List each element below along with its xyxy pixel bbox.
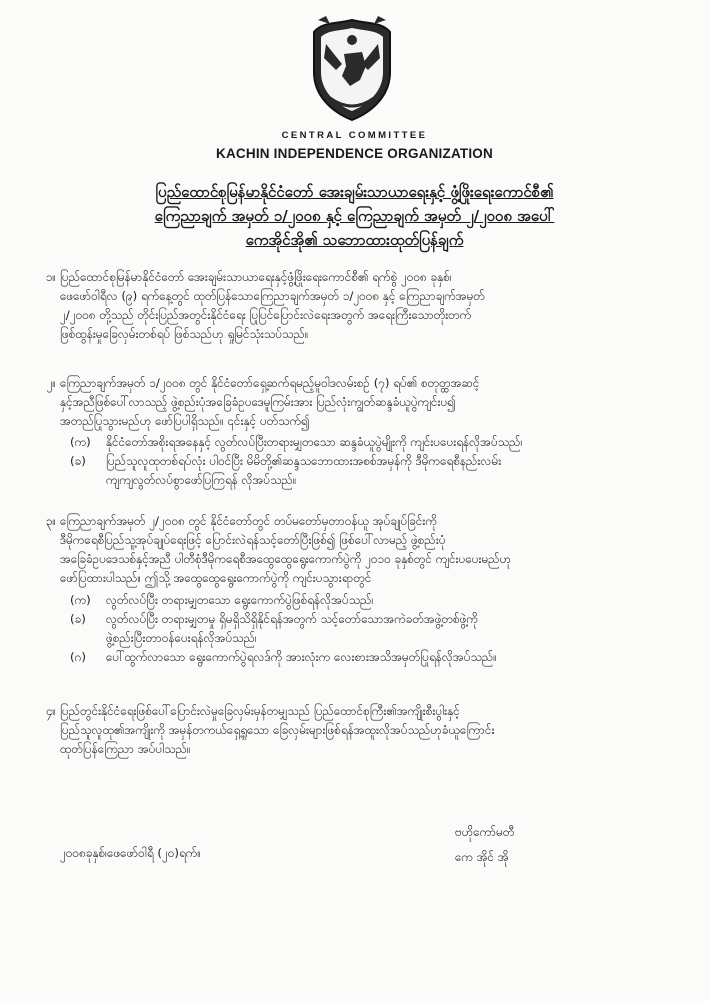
item-label: (က) [70,593,91,607]
paragraph-line: ဖော်ပြထားပါသည်။ ဤသို့ အထွေထွေရွေးကောက်ပွဲကို ကျင်းပသွားရာတွင် [60,571,372,585]
list-item [70,433,662,452]
paragraph-line: ထုတ်ပြန်ကြေညာ အပ်ပါသည်။ [60,742,191,756]
paragraph-1 [45,268,660,344]
document-date: ၂၀၀၈ခုနှစ်၊ဖေဖော်ဝါရီ (၂၀)ရက်။ [60,846,201,860]
item-text: လွတ်လပ်ပြီး တရားမျှတသော ရွေးကောက်ပွဲဖြစ်ရန်လိုအပ်သည်၊ [106,593,374,607]
paragraph-line: ၂/၂၀၀၈ တို့သည် တိုင်းပြည်အတွင်းနိုင်ငံရေး ပြုပြင်ပြောင်းလဲရေးအတွက် အရေးကြီးသောတိုးတက် [60,308,472,322]
list-item [70,452,662,471]
paragraph-line: ဖေဖော်ဝါရီလ (၉) ရက်နေ့တွင် ထုတ်ပြန်သောကြေညာချက်အမှတ် ၁/၂၀၀၈ နှင့် ကြေညာချက်အမှတ် [60,289,485,303]
list-item [70,610,662,629]
paragraph-line: အတည်ပြုသွားမည်ဟု ဖော်ပြပါရှိသည်။ ၎င်းနှင့် ပတ်သက်၍ [60,414,310,428]
paragraph-number: ၂။ [46,376,56,390]
paragraph-line: အခြေခံဥပဒေသစ်နှင့်အညီ ပါတီစုံဒီမိုကရေစီအထွေထွေရွေးကောက်ပွဲကို ၂၀၁၀ ခုနှစ်တွင် ကျင်းပပေးမည်ဟု [60,552,512,566]
item-label: (ခ) [70,612,86,626]
org-line-kio: KACHIN INDEPENDENCE ORGANIZATION [216,146,493,161]
title-line-1: ပြည်ထောင်စုမြန်မာနိုင်ငံတော် အေးချမ်းသာယာရေးနှင့် ဖွံ့ဖြိုးရေးကောင်စီ၏ [155,183,554,201]
paragraph-4 [45,702,660,759]
item-text: လွတ်လပ်ပြီး တရားမျှတမှု ရှိမရှိသိရှိနိုင်ရန်အတွက် သင့်တော်သောအကဲခတ်အဖွဲ့တစ်ဖွဲ့ကို [106,612,478,626]
paragraph-line: ပြည်ထောင်စုမြန်မာနိုင်ငံတော် အေးချမ်းသာယာရေးနှင့်ဖွံ့ဖြိုးရေးကောင်စီ၏ ရက်စွဲ ၂၀၀၈ ခုနှစ်၊ [60,270,452,284]
item-text-continued: ကျကျလွတ်လပ်စွာဖော်ပြကြရန် လိုအပ်သည်။ [106,473,297,487]
paragraph-line: ကြေညာချက်အမှတ် ၁/၂၀၀၈ တွင် နိုင်ငံတော်ရှေ့ဆက်ရမည့်မူဝါဒလမ်းစဉ် (၇) ရပ်၏ စတုတ္ထအဆင့် [60,376,480,390]
paragraph-3-items [70,591,662,667]
item-text-continued: ဖွဲ့စည်းပြီးတာဝန်ပေးရန်လိုအပ်သည်၊ [106,631,257,645]
paragraph-line: ပြည်သူလူထု၏အကျိုးကို အမှန်တကယ်ရှေ့ရှုသော ခြေလှမ်းများဖြစ်ရန်အထူးလိုအပ်သည်ဟုခံယူကြောင်း [60,723,495,737]
signature-block [455,820,514,870]
paragraph-number: ၁။ [45,270,56,284]
paragraph-line: ဒီမိုကရေစီပြည်သူ့အုပ်ချုပ်ရေးဖြင့် ပြောင်းလဲရန်သင့်တော်ပြီးဖြစ်၍ ဖြစ်ပေါ်လာမည့် ဖွဲ့စည်းပုံ [60,533,446,547]
document-title [40,180,669,252]
paragraph-2 [46,374,660,431]
item-text: ပေါ်ထွက်လာသော ရွေးကောက်ပွဲရလဒ်ကို အားလုံးက လေးစားအသိအမှတ်ပြုရန်လိုအပ်သည်။ [106,650,497,664]
signatory-org: ကေ အိုင် အို [455,850,509,864]
paragraph-3 [45,512,660,588]
paragraph-2-items [70,433,662,490]
paragraph-number: ၃။ [45,514,56,528]
item-label: (ဂ) [70,650,86,664]
paragraph-line: ကြေညာချက်အမှတ် ၂/၂၀၀၈ တွင် နိုင်ငံတော်တွင် တပ်မတော်မှတာဝန်ယူ အုပ်ချုပ်ခြင်းကို [60,514,437,528]
org-line-central-committee: CENTRAL COMMITTEE [281,130,428,141]
item-label: (ခ) [70,454,86,468]
paragraph-line: ဖြစ်ထွန်းမှုခြေလှမ်းတစ်ရပ် ဖြစ်သည်ဟု ရှုမြင်သုံးသပ်သည်။ [60,327,309,341]
list-item [70,648,662,667]
kio-emblem [306,14,398,124]
item-label: (က) [70,435,91,449]
paragraph-number: ၄။ [45,704,56,718]
item-text: နိုင်ငံတော်အစိုးရအနေနှင့် လွတ်လပ်ပြီးတရားမျှတသော ဆန္ဒခံယူပွဲမျိုးကို ကျင်းပပေးရန်လိုအပ်သည်၊ [106,435,523,449]
item-text: ပြည်သူလူထုတစ်ရပ်လုံး ပါဝင်ပြီး မိမိတို့၏ဆန္ဒသဘောထားအစစ်အမှန်ကို ဒီမိုကရေစီနည်းလမ်း [106,454,502,468]
signatory-position: ဗဟိုကော်မတီ [455,825,515,839]
list-item [70,591,662,610]
title-line-2: ကြေညာချက် အမှတ် ၁/၂၀၀၈ နှင့် ကြေညာချက် အမှတ် ၂/၂၀၀၈ အပေါ် [154,207,555,225]
title-line-3: ကေအိုင်အို၏ သဘောထားထုတ်ပြန်ချက် [245,231,464,249]
paragraph-line: နှင့်အညီဖြစ်ပေါ်လာသည့် ဖွဲ့စည်းပုံအခြေခံဥပဒေမူကြမ်းအား ပြည်လုံးကျွတ်ဆန္ဒခံယူပွဲကျင်းပ၍ [60,395,457,409]
paragraph-line: ပြည်တွင်းနိုင်ငံရေးဖြစ်ပေါ်ပြောင်းလဲမှုခြေလှမ်းမှန်တမျှသည် ပြည်ထောင်စုကြီး၏အကျိုးစီးပွါးနှင့် [60,704,460,718]
